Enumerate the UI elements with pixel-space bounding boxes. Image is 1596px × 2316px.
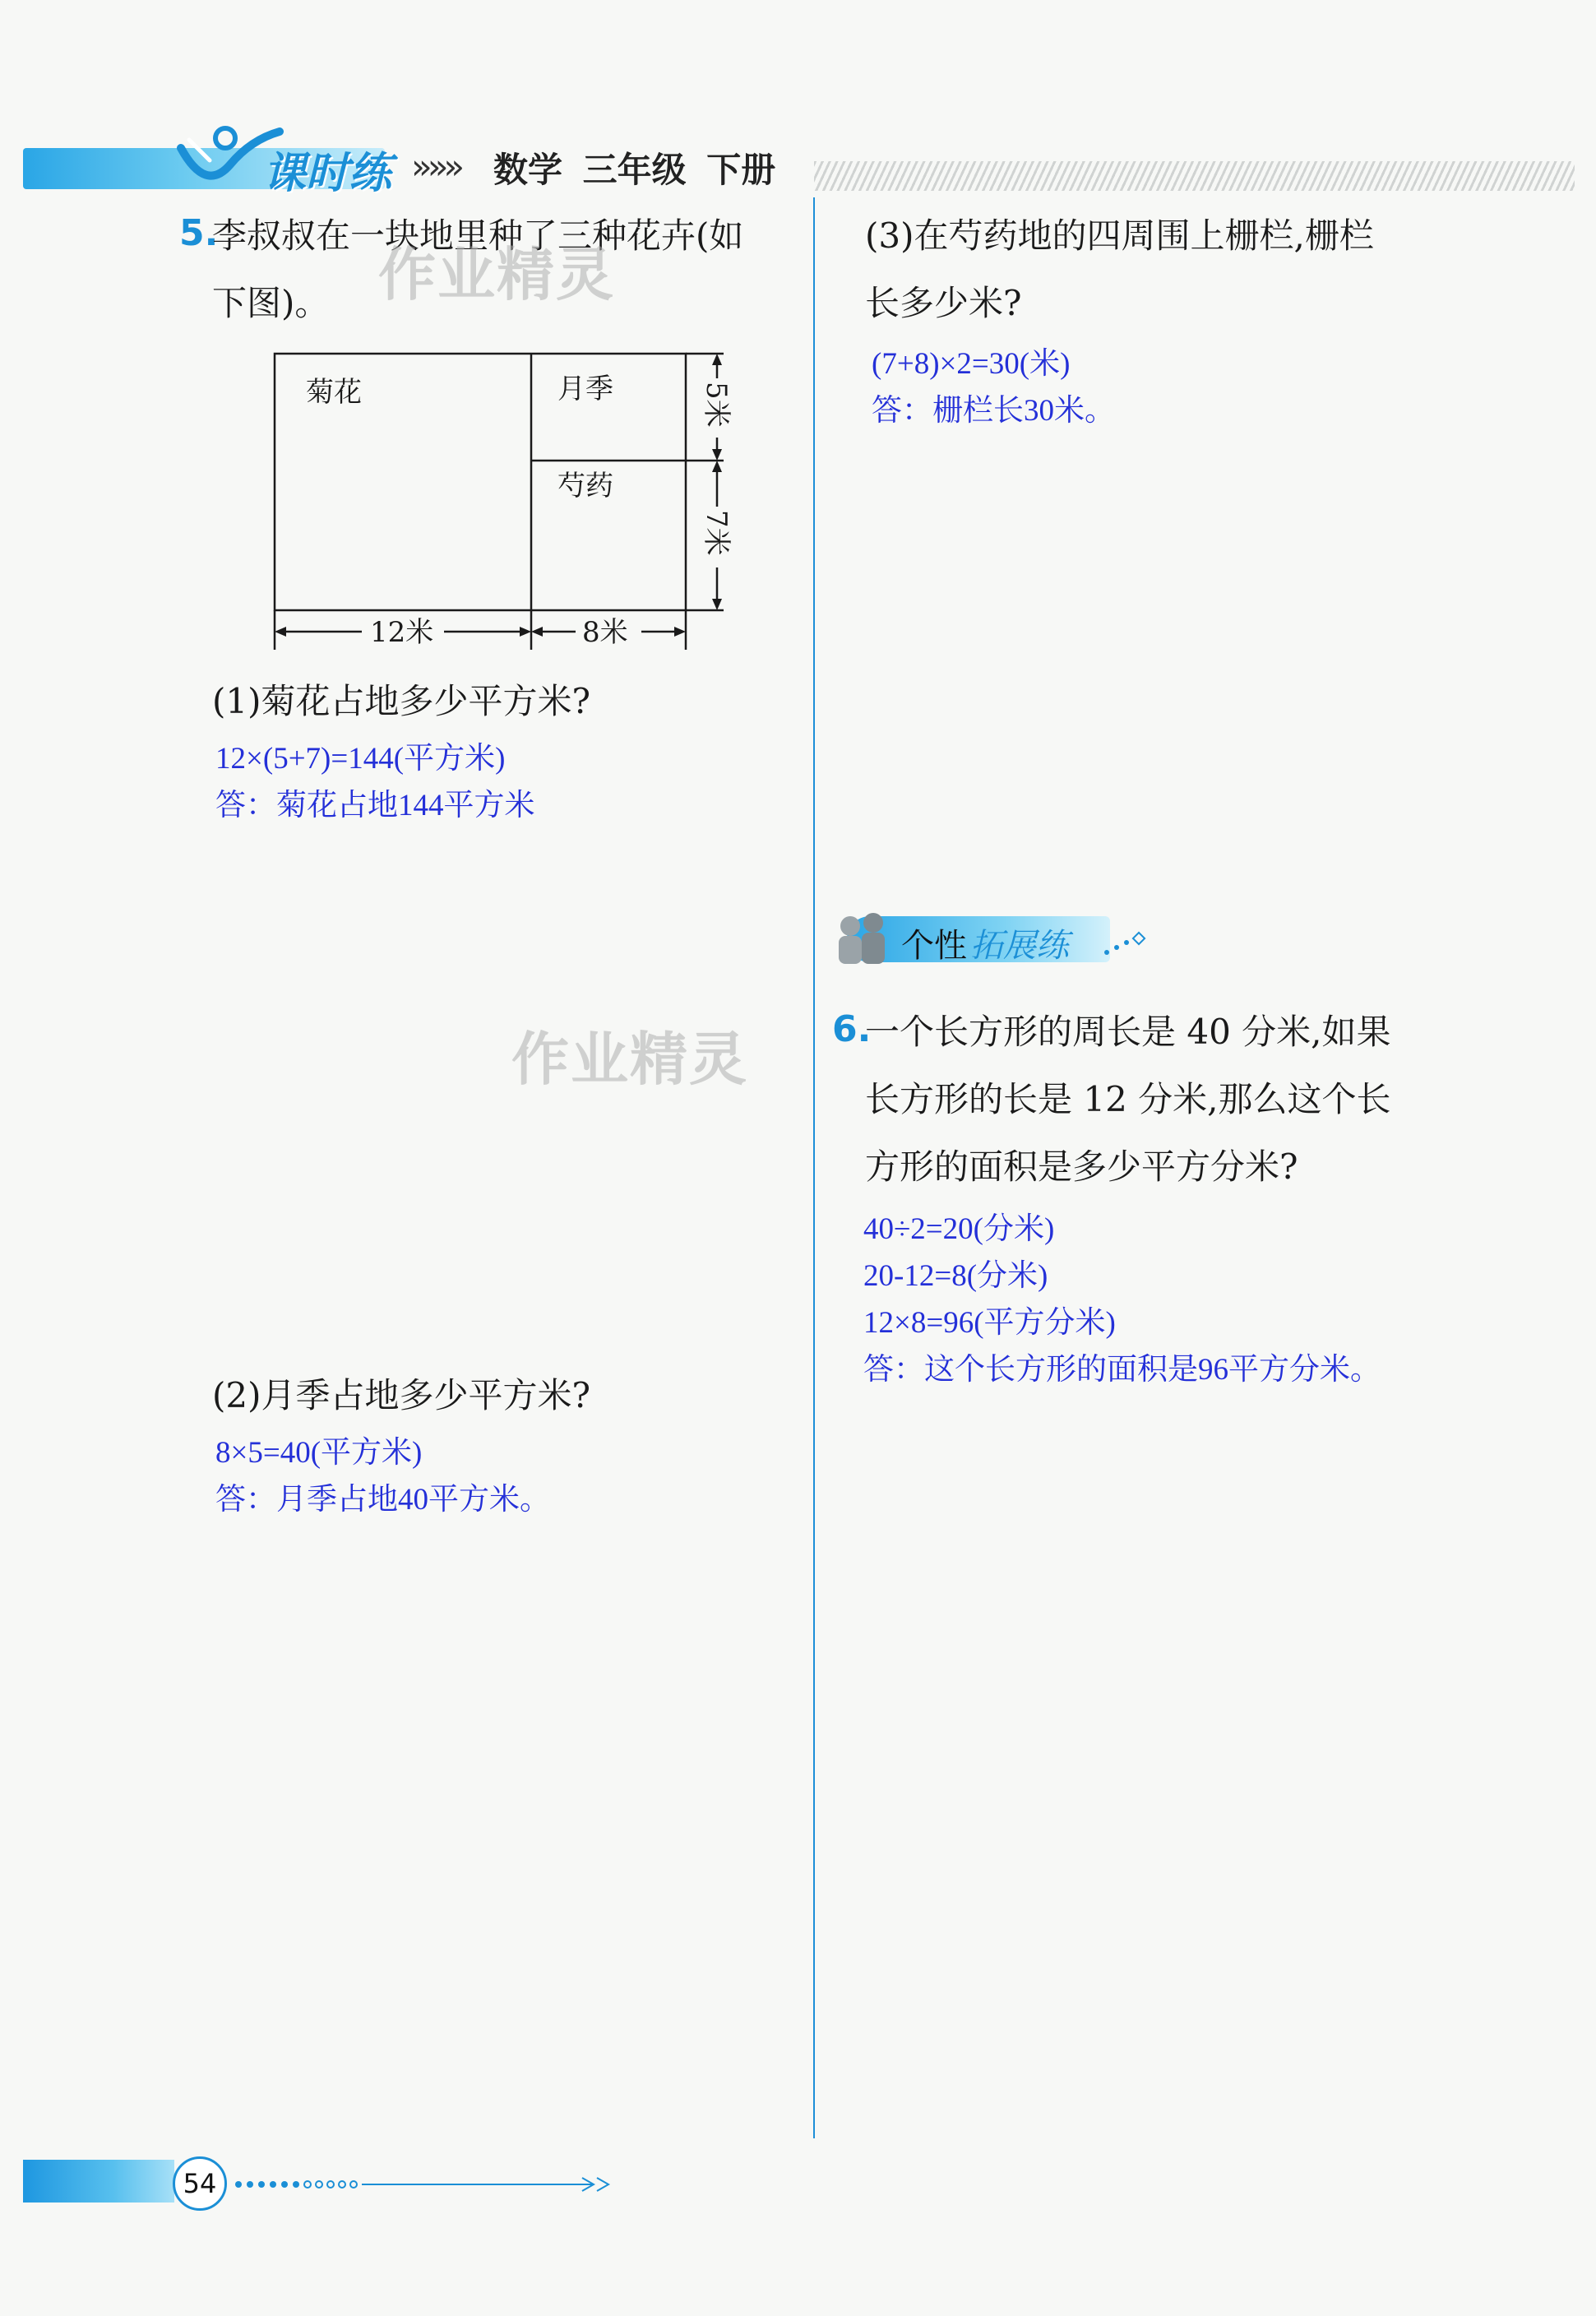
dim-7m: 7米 xyxy=(700,510,733,556)
footer-dotted-arrow xyxy=(230,2168,625,2201)
sub-question-1: (1)菊花占地多少平方米? xyxy=(212,681,591,721)
question-number: 5. xyxy=(179,212,219,254)
answer-6-step-3: 12×8=96(平方分米) xyxy=(863,1306,1116,1340)
answer-2-statement: 答：月季占地40平方米。 xyxy=(215,1483,550,1517)
label-rose: 月季 xyxy=(557,373,613,405)
flower-plot-diagram xyxy=(263,345,756,658)
question-number: 6. xyxy=(832,1008,872,1050)
header-hatched-rule xyxy=(814,161,1575,191)
dim-12m: 12米 xyxy=(370,616,434,649)
answer-6-step-2: 20-12=8(分米) xyxy=(863,1259,1048,1293)
label-chrysanthemum: 菊花 xyxy=(306,376,362,409)
question-6-text-line-2: 长方形的长是 12 分米,那么这个长 xyxy=(865,1079,1391,1119)
question-6-text-line-1: 一个长方形的周长是 40 分米,如果 xyxy=(865,1012,1391,1052)
answer-1-calculation: 12×(5+7)=144(平方米) xyxy=(215,742,506,776)
subject-title: 数学 三年级 下册 xyxy=(493,150,776,190)
answer-3-statement: 答：栅栏长30米。 xyxy=(872,394,1115,428)
people-icon xyxy=(830,911,904,969)
page-number: 54 xyxy=(173,2156,227,2211)
section-label-part-1: 个性 xyxy=(901,927,967,965)
watermark: 作业精灵 xyxy=(511,1026,748,1093)
answer-3-calculation: (7+8)×2=30(米) xyxy=(872,347,1071,381)
question-6-text-line-3: 方形的面积是多少平方分米? xyxy=(865,1146,1298,1187)
footer-accent-band xyxy=(23,2160,174,2203)
answer-6-statement: 答：这个长方形的面积是96平方分米。 xyxy=(863,1353,1381,1387)
question-5-text-line-1: 李叔叔在一块地里种了三种花卉(如 xyxy=(212,215,744,256)
label-peony: 芍药 xyxy=(557,470,613,503)
answer-2-calculation: 8×5=40(平方米) xyxy=(215,1436,423,1470)
section-label-part-2: 拓展练 xyxy=(970,927,1069,965)
dim-8m: 8米 xyxy=(582,616,628,649)
sub-question-2: (2)月季占地多少平方米? xyxy=(212,1375,591,1415)
dim-5m: 5米 xyxy=(700,382,733,428)
sub-question-3-line-1: (3)在芍药地的四周围上栅栏,栅栏 xyxy=(865,215,1374,256)
header-arrows: »»» xyxy=(411,146,460,187)
series-title: 课时练 xyxy=(263,149,392,198)
question-5-text-line-2: 下图)。 xyxy=(212,283,330,323)
answer-1-statement: 答：菊花占地144平方米 xyxy=(215,789,535,822)
column-divider xyxy=(813,197,815,2138)
answer-6-step-1: 40÷2=20(分米) xyxy=(863,1212,1055,1246)
sub-question-3-line-2: 长多少米? xyxy=(865,283,1022,323)
sparkle-dots-icon xyxy=(1102,928,1151,961)
watermark: 作业精灵 xyxy=(378,241,615,308)
